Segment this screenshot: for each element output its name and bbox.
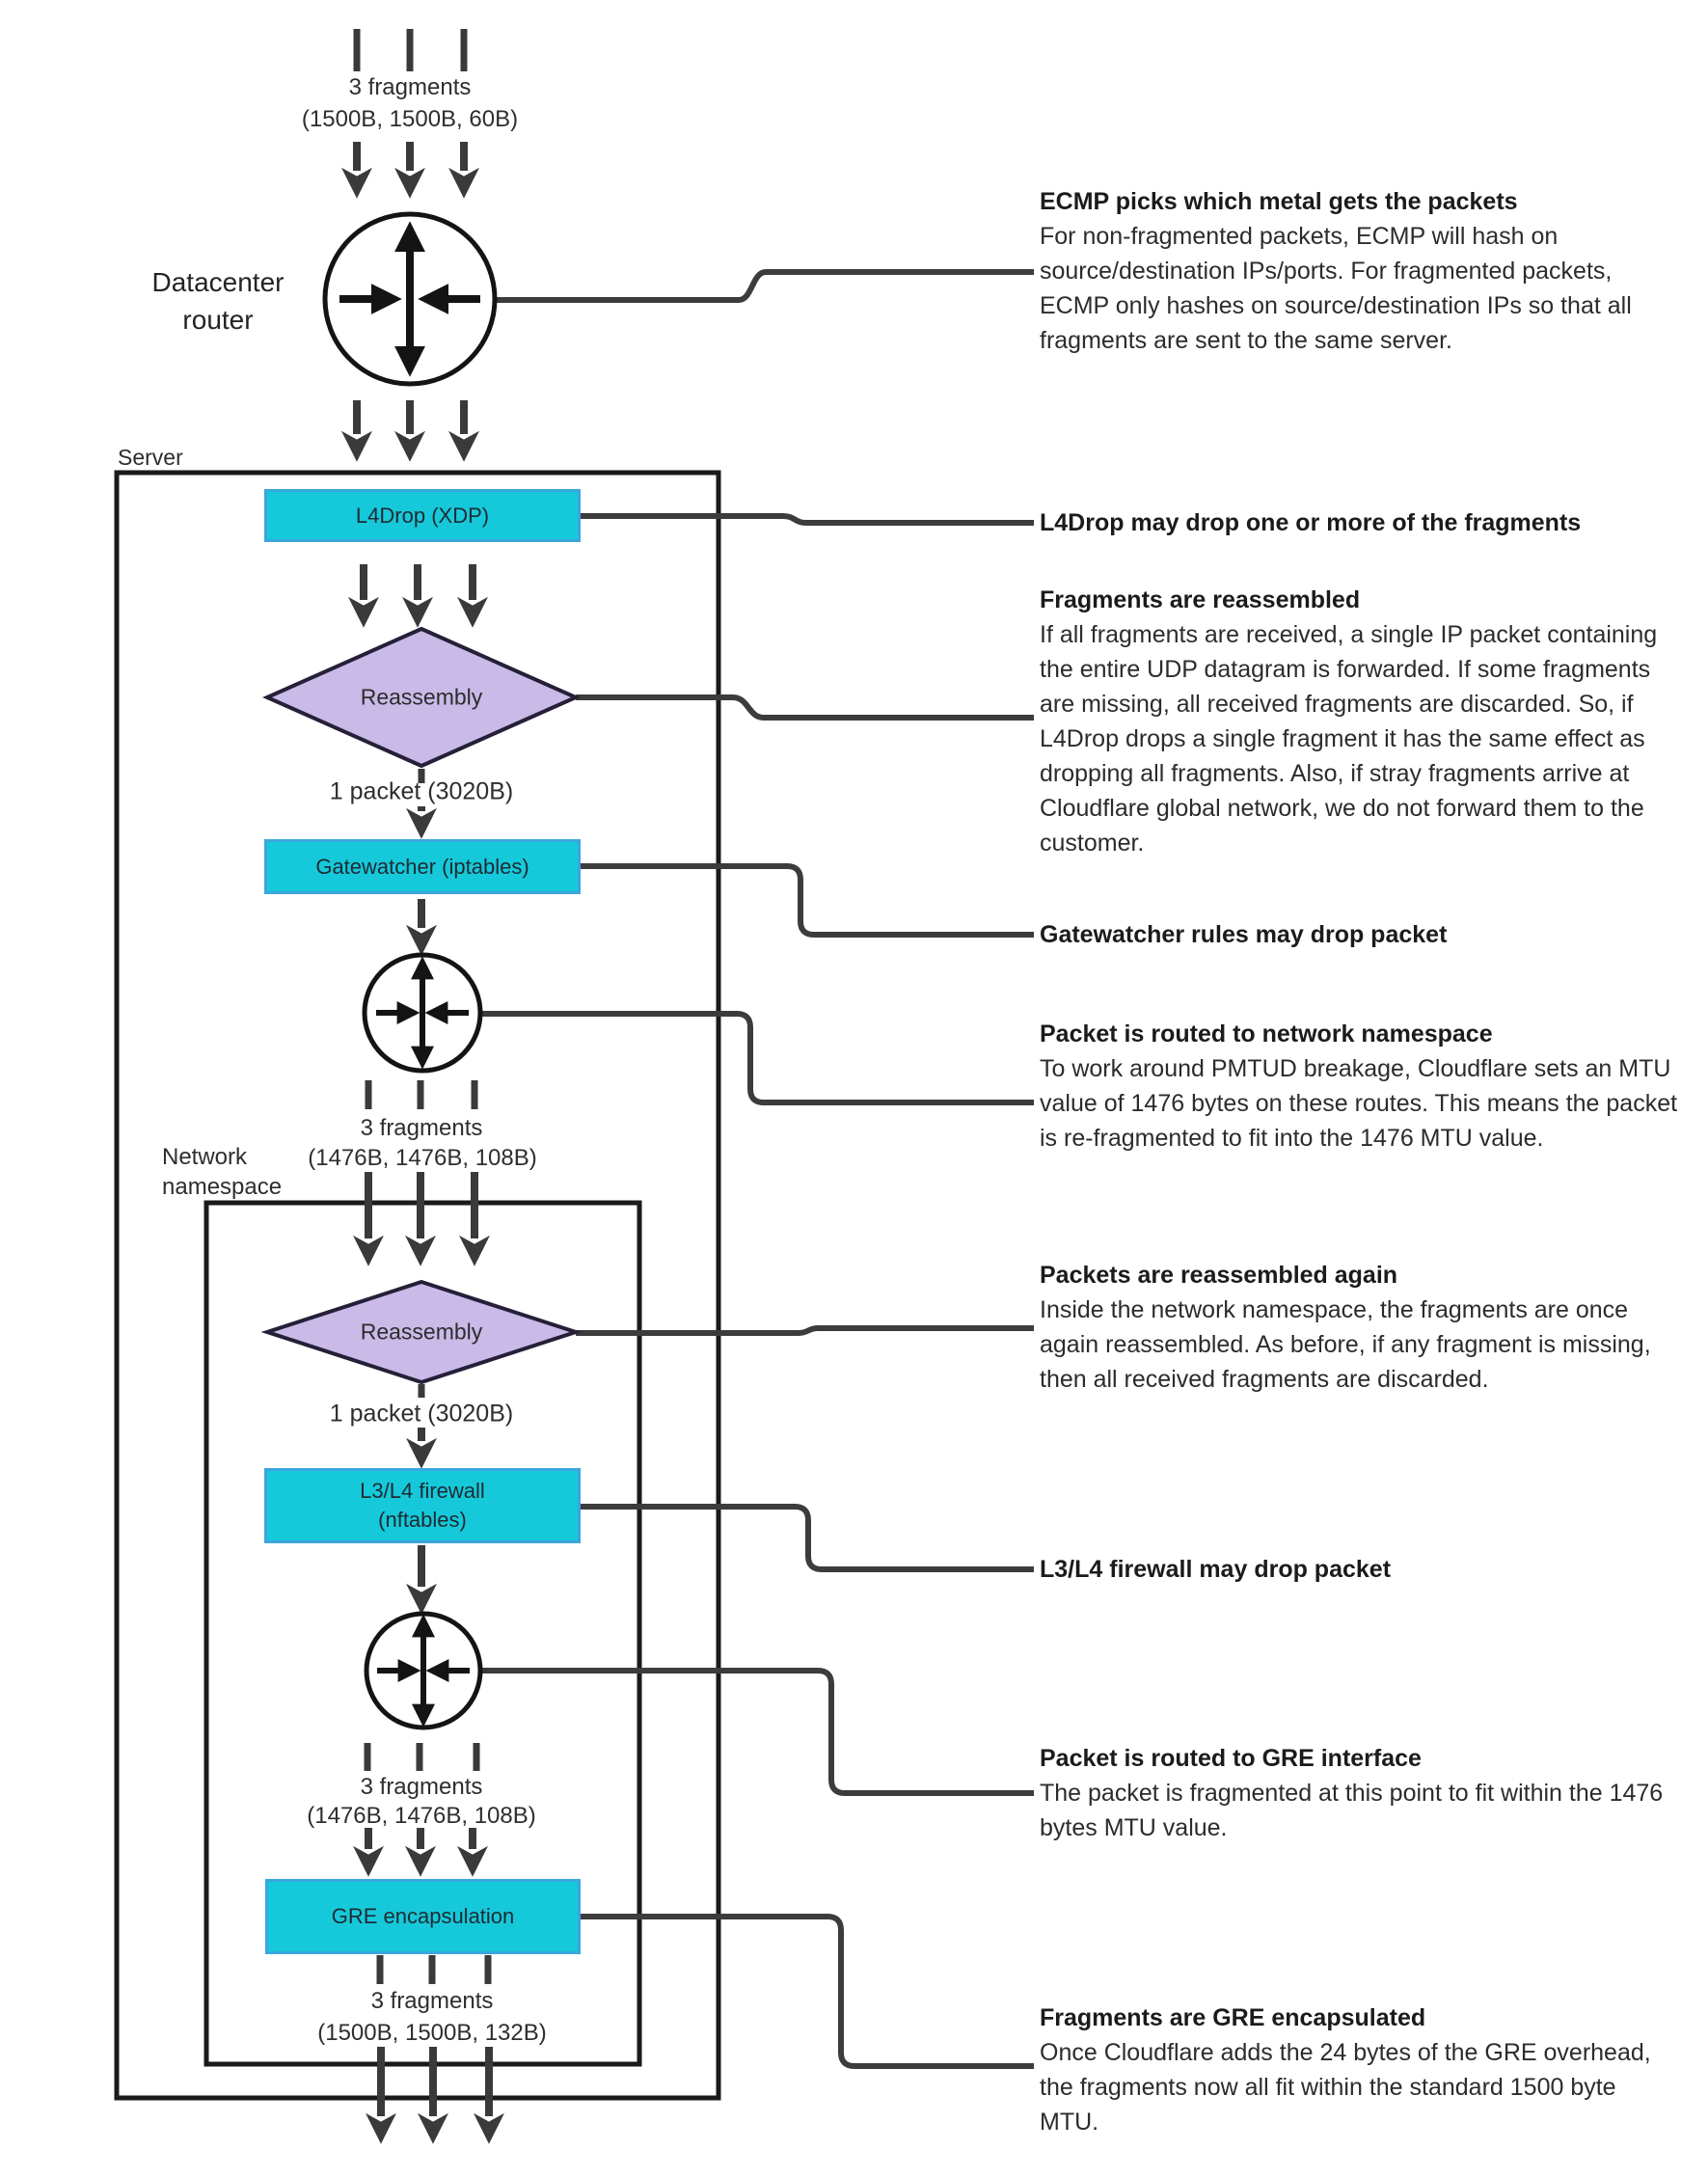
arrows-into-router: [357, 142, 464, 171]
l3l4-firewall-label-line2: (nftables): [378, 1508, 467, 1532]
note-gre-encapsulated-body: Once Cloudflare adds the 24 bytes of the GRE overhead, the fragments now all fit within the standard 1500 byte MTU.: [1040, 2039, 1651, 2136]
note-fragments-reassembled-title: Fragments are reassembled: [1040, 586, 1361, 613]
arrows-into-reassembly-1: [364, 564, 473, 600]
router-icon-datacenter: [325, 214, 495, 384]
gre-encapsulation-box: [265, 1879, 581, 1954]
fragment-dashes-gre: [367, 1743, 476, 1771]
reassembly-2-label: Reassembly: [360, 1319, 483, 1345]
note-routed-gre-title: Packet is routed to GRE interface: [1040, 1745, 1422, 1772]
router-icon-server: [365, 955, 480, 1071]
gatewatcher-box: [264, 839, 581, 894]
connector-gre-encap: [581, 1917, 1034, 2066]
l3l4-firewall-label-line1: L3/L4 firewall: [360, 1479, 485, 1503]
out-fragments-label: 3 fragments: [370, 1988, 494, 2014]
connector-route-ns: [480, 1014, 1034, 1102]
connector-route-gre: [480, 1671, 1034, 1793]
note-routed-namespace: [1040, 1017, 1688, 1156]
reassembly-1-label: Reassembly: [360, 684, 483, 710]
note-ecmp-body: For non-fragmented packets, ECMP will hash on source/destination IPs/ports. For fragmented packets, ECMP only hashes on source/destination IPs so that all fragments are sent to the same server.: [1040, 223, 1632, 354]
arrows-into-gre: [368, 1828, 473, 1849]
datacenter-router-label: Datacenter router: [151, 267, 285, 335]
note-ecmp: [1040, 184, 1688, 358]
connector-l4drop: [581, 516, 1034, 523]
network-namespace-label: Network namespace: [162, 1144, 283, 1200]
note-reassembled-again: [1040, 1258, 1688, 1397]
note-l4drop-title: L4Drop may drop one or more of the fragments: [1040, 509, 1582, 536]
note-gatewatcher: [1040, 917, 1688, 952]
top-fragments-bytes: (1500B, 1500B, 60B): [301, 106, 519, 132]
fragment-dashes-out: [380, 1955, 488, 1984]
note-routed-namespace-body: To work around PMTUD breakage, Cloudflare sets an MTU value of 1476 bytes on these routes. This means the packet is re-fragmented to fit into the 1476 MTU value.: [1040, 1055, 1678, 1152]
note-l3l4-title: L3/L4 firewall may drop packet: [1040, 1556, 1392, 1583]
note-gre-encapsulated-title: Fragments are GRE encapsulated: [1040, 2004, 1426, 2031]
connector-gatewatcher: [581, 866, 1034, 935]
note-l3l4: [1040, 1552, 1688, 1587]
fragment-dashes-top: [357, 29, 464, 71]
note-reassembled-again-title: Packets are reassembled again: [1040, 1262, 1398, 1289]
router-icon-namespace: [366, 1614, 480, 1728]
connector-l3l4: [581, 1507, 1034, 1569]
connector-reassembly-2: [576, 1328, 1034, 1333]
connector-ecmp: [495, 272, 1034, 300]
note-ecmp-title: ECMP picks which metal gets the packets: [1040, 188, 1518, 215]
l4drop-label: L4Drop (XDP): [355, 503, 490, 528]
ns-entry-fragments-label: 3 fragments: [360, 1115, 483, 1141]
note-gre-encapsulated: [1040, 2000, 1657, 2139]
note-routed-gre-body: The packet is fragmented at this point to fit within the 1476 bytes MTU value.: [1040, 1780, 1664, 1841]
packet-2-label: 1 packet (3020B): [329, 1400, 514, 1428]
packet-1-label: 1 packet (3020B): [329, 777, 514, 805]
top-fragments-label: 3 fragments: [348, 74, 472, 100]
note-l4drop: [1040, 505, 1688, 540]
gatewatcher-label: Gatewatcher (iptables): [315, 854, 529, 879]
note-reassembled-again-body: Inside the network namespace, the fragments are once again reassembled. As before, if any fragment is missing, then all received fragments are discarded.: [1040, 1296, 1651, 1393]
l3l4-firewall-box: [264, 1468, 581, 1543]
gre-encapsulation-label: GRE encapsulation: [331, 1904, 515, 1928]
arrows-into-server: [357, 400, 464, 434]
l4drop-box: [264, 489, 581, 542]
note-fragments-reassembled-body: If all fragments are received, a single IP packet containing the entire UDP datagram is forwarded. If some fragments are missing, all received fragments are discarded. So, if L4Drop drops a single fragment it has the same effect as dropping all fragments. Also, if stray fragments arrive at Cloudflare global network, we do not forward them to the customer.: [1040, 621, 1658, 857]
note-gatewatcher-title: Gatewatcher rules may drop packet: [1040, 921, 1448, 948]
ns-entry-fragments-bytes: (1476B, 1476B, 108B): [308, 1145, 537, 1171]
connector-reassembly-1: [576, 697, 1034, 718]
note-routed-namespace-title: Packet is routed to network namespace: [1040, 1020, 1493, 1048]
server-label: Server: [118, 445, 183, 470]
note-routed-gre: [1040, 1741, 1688, 1845]
out-fragments-bytes: (1500B, 1500B, 132B): [317, 2020, 547, 2046]
fragment-dashes-ns: [368, 1080, 474, 1109]
gre-entry-fragments-bytes: (1476B, 1476B, 108B): [307, 1803, 536, 1829]
arrows-out-bottom: [381, 2047, 489, 2116]
gre-entry-fragments-label: 3 fragments: [360, 1774, 483, 1800]
note-fragments-reassembled: [1040, 583, 1688, 860]
